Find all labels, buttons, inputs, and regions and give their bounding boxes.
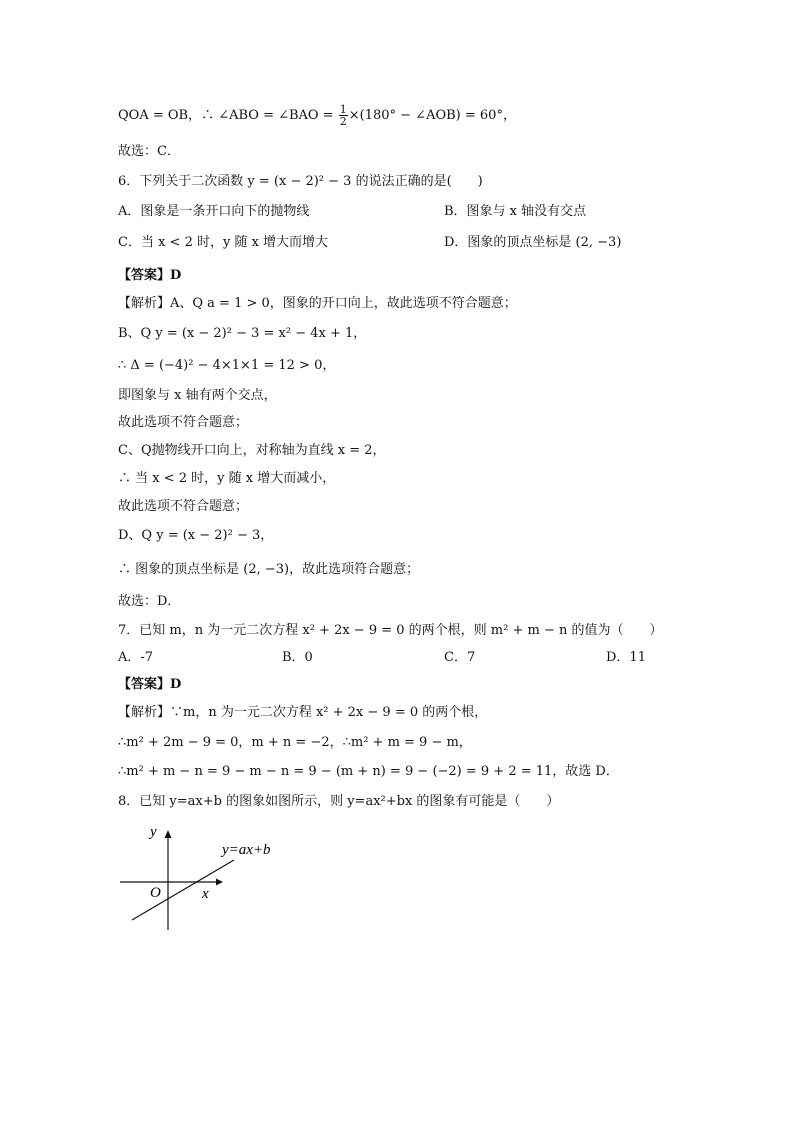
q6-analysis-line-5: 故此选项不符合题意； — [118, 415, 249, 430]
q6-analysis-line-7: ∴ 当 x < 2 时，y 随 x 增大而减小， — [118, 471, 336, 486]
y-axis-label: y — [150, 824, 157, 840]
q7-option-b: B．0 — [282, 650, 313, 665]
q7-analysis-line-1: 【解析】∵m，n 为一元二次方程 x² + 2x − 9 = 0 的两个根， — [118, 705, 488, 720]
q7-option-d: D．11 — [606, 650, 646, 665]
q6-option-b: B．图象与 x 轴没有交点 — [444, 204, 587, 219]
q8-line-graph — [112, 818, 312, 938]
line-label: y=ax+b — [222, 842, 271, 858]
q6-analysis-line-8: 故此选项不符合题意； — [118, 499, 249, 514]
q6-analysis-line-4: 即图象与 x 轴有两个交点， — [118, 388, 277, 403]
prev-conclusion-line — [118, 104, 516, 127]
q7-analysis-line-2: ∴m² + 2m − 9 = 0，m + n = −2，∴m² + m = 9 − m， — [118, 735, 472, 750]
prev-conclusion-text-b: ×(180° − ∠AOB) = 60°， — [348, 108, 516, 123]
q6-analysis-line-10: ∴ 图象的顶点坐标是 (2, −3)，故此选项符合题意； — [118, 562, 420, 577]
q7-analysis-line-3: ∴m² + m − n = 9 − m − n = 9 − (m + n) = 9 − (−2) = 9 + 2 = 11，故选 D． — [118, 764, 619, 779]
q6-analysis-line-9: D、Q y = (x − 2)² − 3， — [118, 528, 274, 543]
origin-label: O — [150, 885, 161, 901]
fraction-half: $\frac{1}{2}$ — [339, 103, 347, 128]
q7-option-a: A．-7 — [118, 650, 154, 665]
prev-choice-line: 故选：C． — [118, 144, 180, 159]
q6-answer: 【答案】D — [118, 268, 182, 283]
q6-option-d: D．图象的顶点坐标是 (2, −3) — [444, 235, 622, 250]
x-axis-label: x — [202, 886, 209, 902]
q6-stem: 6．下列关于二次函数 y = (x − 2)² − 3 的说法正确的是( ) — [118, 174, 483, 189]
q6-analysis-line-11: 故选：D． — [118, 594, 181, 609]
q6-analysis-line-1: 【解析】A、Q a = 1 > 0，图象的开口向上，故此选项不符合题意； — [118, 296, 517, 311]
q6-analysis-line-6: C、Q抛物线开口向上，对称轴为直线 x = 2， — [118, 443, 386, 458]
q6-option-a: A．图象是一条开口向下的抛物线 — [118, 204, 310, 219]
q7-stem: 7．已知 m，n 为一元二次方程 x² + 2x − 9 = 0 的两个根，则 m² + m − n 的值为（ ） — [118, 623, 663, 638]
q7-answer: 【答案】D — [118, 677, 182, 692]
q6-option-c: C．当 x < 2 时，y 随 x 增大而增大 — [118, 235, 329, 250]
q6-analysis-line-3: ∴ Δ = (−4)² − 4×1×1 = 12 > 0， — [118, 358, 336, 373]
q6-analysis-line-2: B、Q y = (x − 2)² − 3 = x² − 4x + 1， — [118, 326, 367, 341]
x-axis-arrow-icon — [216, 879, 223, 886]
graph-line — [132, 860, 234, 920]
q7-option-c: C．7 — [444, 650, 476, 665]
prev-conclusion-text-a: QOA = OB，∴ ∠ABO = ∠BAO = — [118, 108, 338, 123]
q8-stem: 8．已知 y=ax+b 的图象如图所示，则 y=ax²+bx 的图象有可能是（ ） — [118, 794, 560, 809]
y-axis-arrow-icon — [165, 830, 172, 838]
